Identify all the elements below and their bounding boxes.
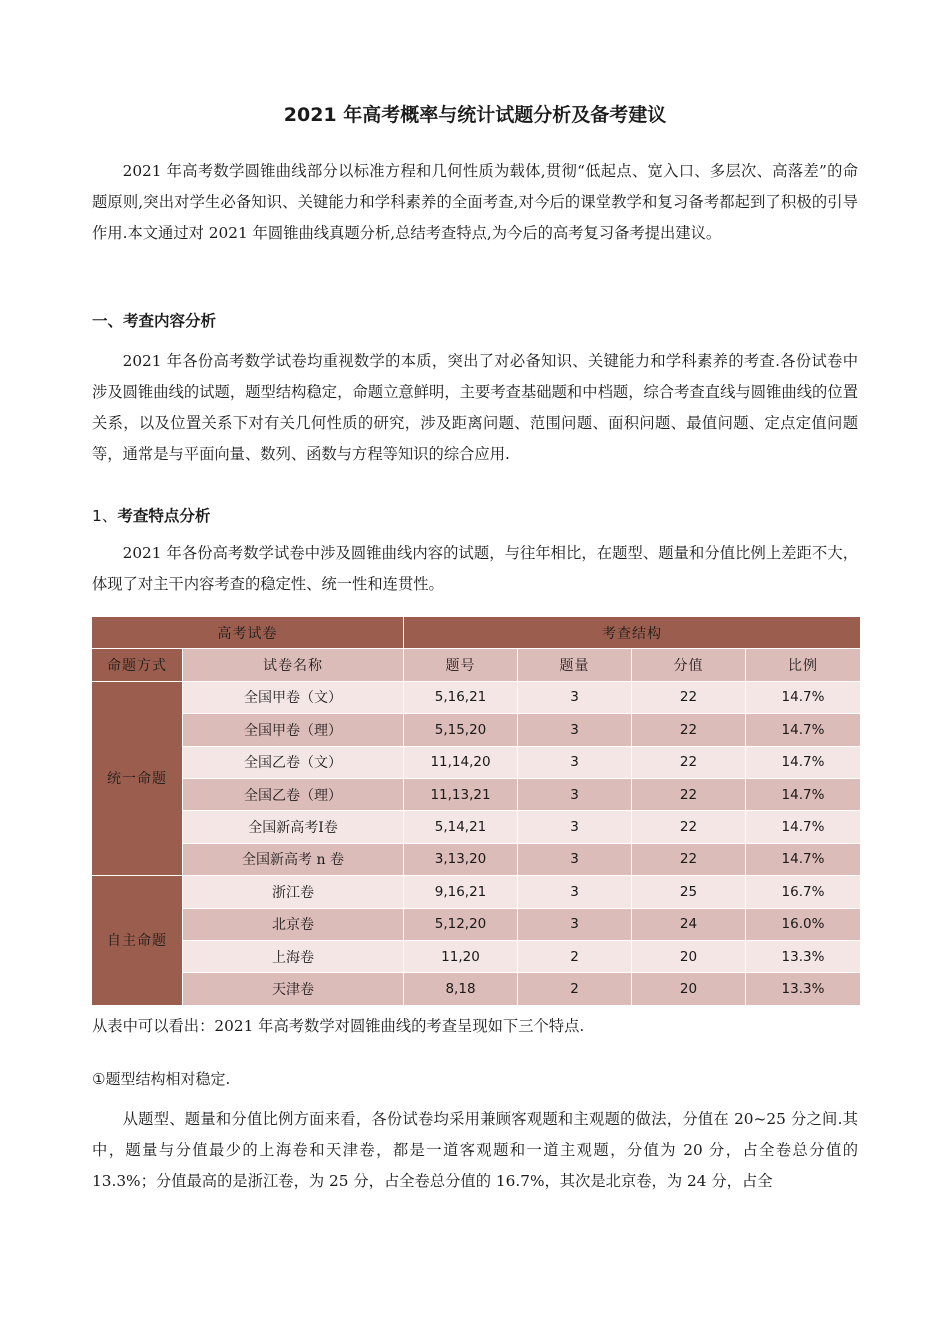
table-cell: 5,14,21 bbox=[404, 811, 518, 843]
table-cell: 2 bbox=[518, 940, 632, 972]
table-cell: 22 bbox=[632, 778, 746, 810]
table-cell: 3 bbox=[518, 876, 632, 908]
table-cell: 22 bbox=[632, 746, 746, 778]
table-cell: 3 bbox=[518, 843, 632, 875]
point-heading-structure-stable: ①题型结构相对稳定. bbox=[92, 1070, 231, 1088]
table-cell: 13.3% bbox=[746, 940, 861, 972]
group-label-unified: 统一命题 bbox=[92, 681, 183, 875]
table-row bbox=[92, 908, 861, 940]
table-cell: 22 bbox=[632, 681, 746, 713]
table-cell: 11,20 bbox=[404, 940, 518, 972]
table-header-exam-papers: 高考试卷 bbox=[92, 617, 404, 649]
table-cell: 天津卷 bbox=[183, 973, 404, 1005]
table-row bbox=[92, 746, 861, 778]
table-row bbox=[92, 940, 861, 972]
subsection-title: 考查特点分析 bbox=[117, 507, 211, 525]
column-header: 题号 bbox=[404, 649, 518, 681]
table-cell: 3 bbox=[518, 908, 632, 940]
intro-paragraph: 2021 年高考数学圆锥曲线部分以标准方程和几何性质为载体,贯彻“低起点、宽入口、多层次、高落差”的命题原则,突出对学生必备知识、关键能力和学科素养的全面考查,对今后的课堂教学和复习备考都起到了积极的引导作用.本文通过对 2021 年圆锥曲线真题分析,总结考查特点,为今后的高考复习备考提出建议。 bbox=[92, 162, 858, 242]
table-cell: 9,16,21 bbox=[404, 876, 518, 908]
table-cell: 14.7% bbox=[746, 811, 861, 843]
table-cell: 全国乙卷（理） bbox=[183, 778, 404, 810]
table-cell: 3 bbox=[518, 681, 632, 713]
table-cell: 14.7% bbox=[746, 681, 861, 713]
table-cell: 14.7% bbox=[746, 714, 861, 746]
table-cell: 全国新高考 n 卷 bbox=[183, 843, 404, 875]
table-cell: 5,15,20 bbox=[404, 714, 518, 746]
section-heading-content-analysis: 一、考查内容分析 bbox=[92, 312, 217, 330]
document-title: 2021 年高考概率与统计试题分析及备考建议 bbox=[283, 104, 667, 126]
table-cell: 浙江卷 bbox=[183, 876, 404, 908]
table-cell: 20 bbox=[632, 973, 746, 1005]
table-cell: 北京卷 bbox=[183, 908, 404, 940]
table-cell: 14.7% bbox=[746, 778, 861, 810]
table-cell: 22 bbox=[632, 714, 746, 746]
table-row bbox=[92, 876, 861, 908]
table-cell: 25 bbox=[632, 876, 746, 908]
table-cell: 16.7% bbox=[746, 876, 861, 908]
table-cell: 13.3% bbox=[746, 973, 861, 1005]
table-cell: 3 bbox=[518, 778, 632, 810]
after-table-text: 从表中可以看出：2021 年高考数学对圆锥曲线的考查呈现如下三个特点. bbox=[92, 1017, 585, 1035]
table-cell: 全国甲卷（文） bbox=[183, 681, 404, 713]
table-cell: 11,14,20 bbox=[404, 746, 518, 778]
table-cell: 14.7% bbox=[746, 746, 861, 778]
table-row bbox=[92, 843, 861, 875]
table-row bbox=[92, 714, 861, 746]
table-cell: 3,13,20 bbox=[404, 843, 518, 875]
table-cell: 2 bbox=[518, 973, 632, 1005]
section-paragraph-content-analysis: 2021 年各份高考数学试卷均重视数学的本质，突出了对必备知识、关键能力和学科素养的考查.各份试卷中涉及圆锥曲线的试题，题型结构稳定，命题立意鲜明，主要考查基础题和中档题，综合考查直线与圆锥曲线的位置关系，以及位置关系下对有关几何性质的研究，涉及距离问题、范围问题、面积问题、最值问题、定点定值问题等，通常是与平面向量、数列、函数与方程等知识的综合应用. bbox=[92, 352, 858, 463]
table-row bbox=[92, 811, 861, 843]
table-cell: 全国乙卷（文） bbox=[183, 746, 404, 778]
exam-structure-table bbox=[91, 616, 861, 1006]
table-cell: 5,12,20 bbox=[404, 908, 518, 940]
table-cell: 14.7% bbox=[746, 843, 861, 875]
column-header: 分值 bbox=[632, 649, 746, 681]
column-header: 比例 bbox=[746, 649, 861, 681]
column-header: 命题方式 bbox=[92, 649, 183, 681]
table-row bbox=[92, 681, 861, 713]
table-cell: 全国甲卷（理） bbox=[183, 714, 404, 746]
table-cell: 22 bbox=[632, 811, 746, 843]
subsection-paragraph: 2021 年各份高考数学试卷中涉及圆锥曲线内容的试题，与往年相比，在题型、题量和分值比例上差距不大，体现了对主干内容考查的稳定性、统一性和连贯性。 bbox=[92, 544, 858, 593]
table-cell: 3 bbox=[518, 746, 632, 778]
table-column-header-row bbox=[92, 649, 861, 681]
group-label-independent: 自主命题 bbox=[92, 876, 183, 1006]
table-header-exam-structure: 考查结构 bbox=[404, 617, 861, 649]
table-cell: 上海卷 bbox=[183, 940, 404, 972]
subsection-number: 1、 bbox=[92, 507, 118, 525]
table-row bbox=[92, 973, 861, 1005]
table-cell: 22 bbox=[632, 843, 746, 875]
column-header: 试卷名称 bbox=[183, 649, 404, 681]
table-cell: 全国新高考Ⅰ卷 bbox=[183, 811, 404, 843]
table-cell: 20 bbox=[632, 940, 746, 972]
table-cell: 3 bbox=[518, 714, 632, 746]
table-cell: 3 bbox=[518, 811, 632, 843]
point-paragraph-structure-stable: 从题型、题量和分值比例方面来看，各份试卷均采用兼顾客观题和主观题的做法，分值在 20~25 分之间.其中，题量与分值最少的上海卷和天津卷，都是一道客观题和一道主观题，分值为 20 分，占全卷总分值的 13.3%；分值最高的是浙江卷，为 25 分，占全卷总分值的 16.7%，其次是北京卷，为 24 分，占全 bbox=[92, 1110, 858, 1190]
subsection-heading-feature-analysis bbox=[92, 504, 210, 526]
table-row bbox=[92, 778, 861, 810]
table-cell: 8,18 bbox=[404, 973, 518, 1005]
table-cell: 16.0% bbox=[746, 908, 861, 940]
table-cell: 5,16,21 bbox=[404, 681, 518, 713]
column-header: 题量 bbox=[518, 649, 632, 681]
table-cell: 24 bbox=[632, 908, 746, 940]
table-header-row bbox=[92, 617, 861, 649]
table-cell: 11,13,21 bbox=[404, 778, 518, 810]
